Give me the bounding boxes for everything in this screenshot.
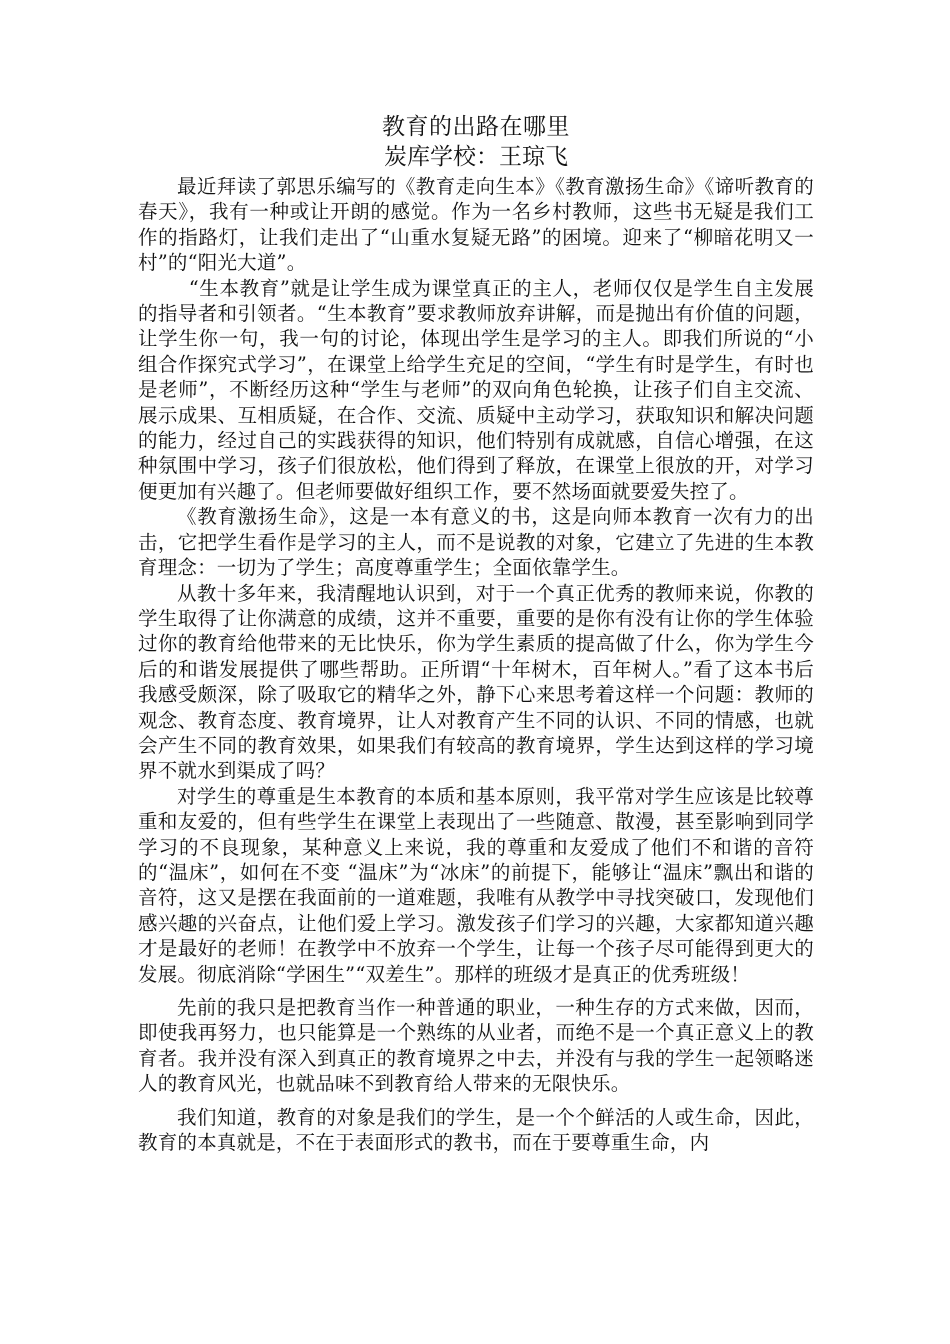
paragraph-4: 从教十多年来，我清醒地认识到，对于一个真正优秀的教师来说，你教的学生取得了让你满意的成绩，这并不重要，重要的是你有没有让你的学生体验过你的教育给他带来的无比快乐，你为学生素质的提高做了什么，你为学生今后的和谐发展提供了哪些帮助。正所谓“十年树木，百年树人。”看了这本书后我感受颇深，除了吸取它的精华之外，静下心来思考着这样一个问题：教师的观念、教育态度、教育境界，让人对教育产生不同的认识、不同的情感，也就会产生不同的教育效果，如果我们有较高的教育境界，学生达到这样的学习境界不就水到渠成了吗？ xyxy=(138,581,814,783)
document-page xyxy=(138,112,814,1155)
paragraph-3: 《教育激扬生命》，这是一本有意义的书，这是向师本教育一次有力的出击，它把学生看作是学习的主人，而不是说教的对象，它建立了先进的生本教育理念：一切为了学生；高度尊重学生；全面依靠学生。 xyxy=(138,505,814,580)
paragraph-1: 最近拜读了郭思乐编写的《教育走向生本》《教育激扬生命》《谛听教育的春天》，我有一种或让开朗的感觉。作为一名乡村教师，这些书无疑是我们工作的指路灯，让我们走出了“山重水复疑无路”的困境。迎来了“柳暗花明又一村”的“阳光大道”。 xyxy=(138,175,814,275)
document-title: 教育的出路在哪里 xyxy=(382,114,570,140)
paragraph-2: “生本教育”就是让学生成为课堂真正的主人，老师仅仅是学生自主发展的指导者和引领者。“生本教育”要求教师放弃讲解，而是抛出有价值的问题，让学生你一句，我一句的讨论，体现出学生是学习的主人。即我们所说的“小组合作探究式学习”，在课堂上给学生充足的空间，“学生有时是学生，有时也是老师”，不断经历这种“学生与老师”的双向角色轮换，让孩子们自主交流、展示成果、互相质疑，在合作、交流、质疑中主动学习，获取知识和解决问题的能力，经过自己的实践获得的知识，他们特别有成就感，自信心增强，在这种氛围中学习，孩子们很放松，他们得到了释放，在课堂上很放的开，对学习便更加有兴趣了。但老师要做好组织工作，要不然场面就要爱失控了。 xyxy=(138,276,814,503)
author-line: 炭库学校：王琼飞 xyxy=(384,144,568,170)
paragraph-5: 对学生的尊重是生本教育的本质和基本原则，我平常对学生应该是比较尊重和友爱的，但有些学生在课堂上表现出了一些随意、散漫，甚至影响到同学学习的不良现象，某种意义上来说，我的尊重和友爱成了他们不和谐的音符的“温床”，如何在不变 “温床”为“冰床”的前提下，能够让“温床”飘出和谐的音符，这又是摆在我面前的一道难题，我唯有从教学中寻找突破口，发现他们感兴趣的兴奋点，让他们爱上学习。激发孩子们学习的兴趣，大家都知道兴趣才是最好的老师！在教学中不放弃一个学生，让每一个孩子尽可能得到更大的发展。彻底消除“学困生”“双差生”。那样的班级才是真正的优秀班级！ xyxy=(138,784,814,986)
paragraph-7: 我们知道，教育的对象是我们的学生，是一个个鲜活的人或生命，因此，教育的本真就是，不在于表面形式的教书，而在于要尊重生命，内 xyxy=(138,1105,814,1155)
paragraph-6: 先前的我只是把教育当作一种普通的职业，一种生存的方式来做，因而，即使我再努力，也只能算是一个熟练的从业者，而绝不是一个真正意义上的教育者。我并没有深入到真正的教育境界之中去，并没有与我的学生一起领略迷人的教育风光，也就品味不到教育给人带来的无限快乐。 xyxy=(138,996,814,1096)
